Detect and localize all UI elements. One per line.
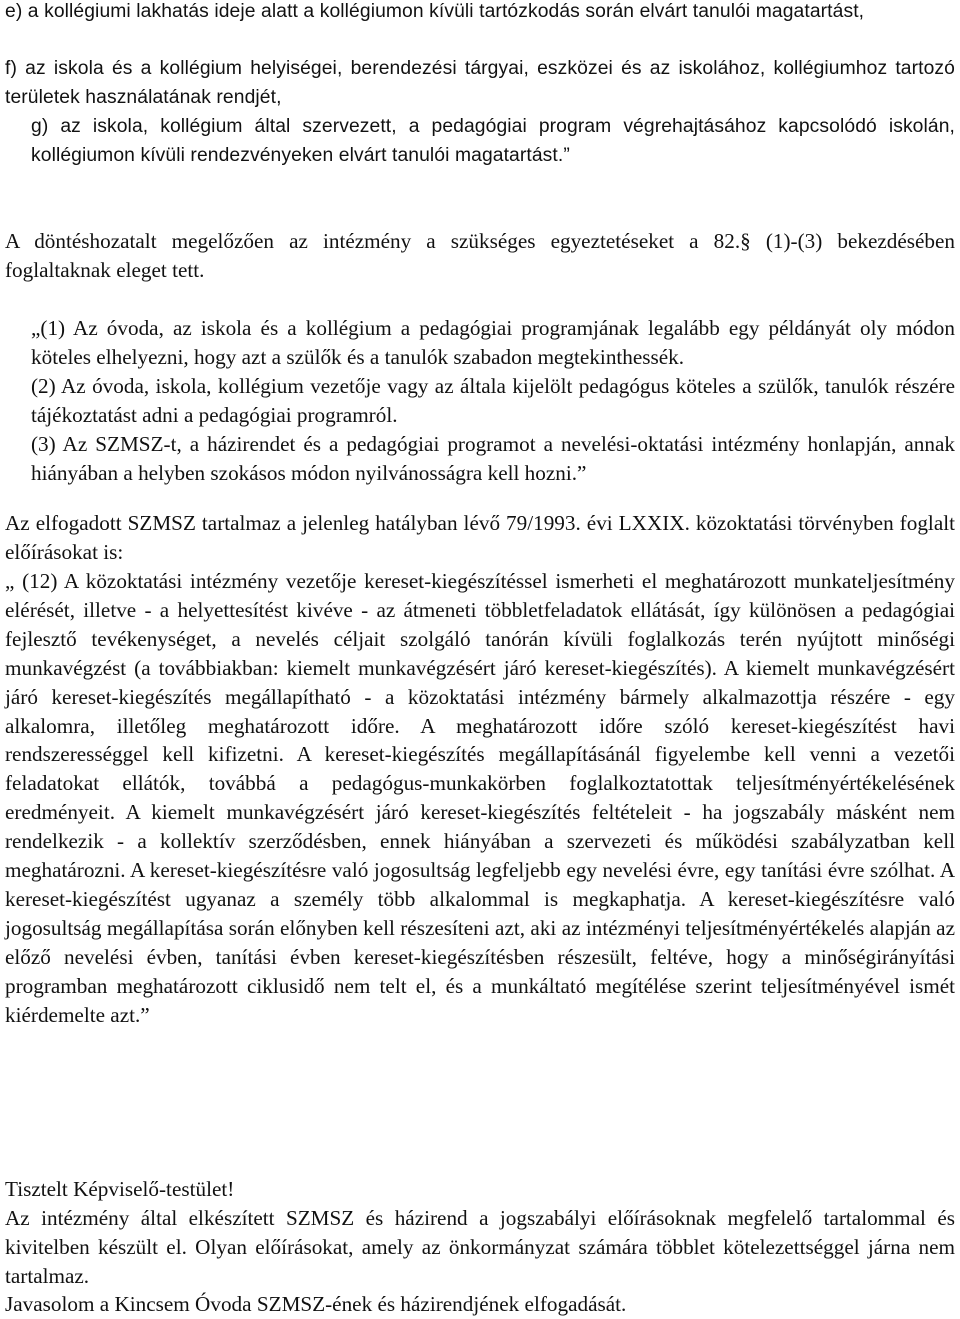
list-item-g: g) az iskola, kollégium által szervezett, a pedagógiai program végrehajtásához kapcsolódó iskolán, kollégiumon kívüli rendezvényeken elvárt tanulói magatartást.” — [31, 116, 955, 166]
proposal-paragraph: Javasolom a Kincsem Óvoda SZMSZ-ének és házirendjének elfogadását. — [5, 1292, 627, 1316]
szmsz-intro-paragraph: Az elfogadott SZMSZ tartalmaz a jelenleg hatályban lévő 79/1993. évi LXXIX. közoktatási törvényben foglalt előírásokat is: — [5, 511, 955, 564]
quote-paragraph-2: (2) Az óvoda, iskola, kollégium vezetője vagy az általa kijelölt pedagógus köteles a szülők, tanulók részére tájékoztatást adni a pedagógiai programról. — [31, 374, 955, 427]
list-item-f: f) az iskola és a kollégium helyiségei, berendezési tárgyai, eszközei és az iskolához, kollégiumhoz tartozó területek használatának rendjét, — [5, 58, 955, 108]
salutation: Tisztelt Képviselő-testület! — [5, 1177, 235, 1201]
law-quote-paragraph: „ (12) A közoktatási intézmény vezetője kereset-kiegészítéssel ismerheti el meghatározott munkateljesítmény elérését, illetve - a helyettesítést kivéve - az átmeneti többletfeladatok ellátását, így különösen a pedagógiai fejlesztő tevékenységet, a nevelés céljait szolgáló tanórán kívüli foglalkozás terén nyújtott minőségi munkavégzést (a továbbiakban: kiemelt munkavégzésért járó kereset-kiegészítés). A kiemelt munkavégzésért járó kereset-kiegészítés megállapítható - a közoktatási intézmény bármely alkalmazottja részére - egy alkalomra, illetőleg meghatározott időre. A meghatározott időre szóló kereset-kiegészítést havi rendszerességgel kell kifizetni. A kereset-kiegészítés megállapításánál figyelembe kell venni a vezetői feladatokat ellátók, továbbá a pedagógus-munkakörben foglalkoztatottak teljesítményértékelésének eredményeit. A kiemelt munkavégzésért járó kereset-kiegészítés feltételeit - ha jogszabály másként nem rendelkezik - a kollektív szerződésben, ennek hiányában a szervezeti és működési szabályzatban kell meghatározni. A kereset-kiegészítésre való jogosultság legfeljebb egy nevelési évre, egy tanítási évre szólhat. A kereset-kiegészítést ugyanaz a személy több alkalommal is megkaphatja. A kereset-kiegészítésre való jogosultság megállapítása során előnyben kell részesíteni azt, aki az intézményi teljesítményértékelés alapján az előző nevelési évben, tanítási évben kereset-kiegészítésben részesült, feltéve, hogy a minőségirányítási programban meghatározott ciklusidő nem telt el, és a munkáltató megítélése szerint teljesítményével ismét kiérdemelte azt.” — [5, 569, 955, 1027]
list-item-e: e) a kollégiumi lakhatás ideje alatt a kollégiumon kívüli tartózkodás során elvárt tanulói magatartást, — [5, 1, 865, 22]
statement-paragraph: Az intézmény által elkészített SZMSZ és házirend a jogszabályi előírásoknak megfelelő tartalommal és kivitelben készült el. Olyan előírásokat, amely az önkormányzat számára többlet kötelezettséggel járna nem tartalmaz. — [5, 1206, 955, 1288]
quote-paragraph-3: (3) Az SZMSZ-t, a házirendet és a pedagógiai programot a nevelési-oktatási intézmény honlapján, annak hiányában a helyben szokásos módon nyilvánosságra kell hozni.” — [31, 432, 955, 485]
quote-paragraph-1: „(1) Az óvoda, az iskola és a kollégium a pedagógiai programjának legalább egy példányát oly módon köteles elhelyezni, hogy azt a szülők és a tanulók szabadon megtekinthessék. — [31, 316, 955, 369]
decision-note-paragraph: A döntéshozatalt megelőzően az intézmény a szükséges egyeztetéseket a 82.§ (1)-(3) bekezdésében foglaltaknak eleget tett. — [5, 229, 955, 282]
